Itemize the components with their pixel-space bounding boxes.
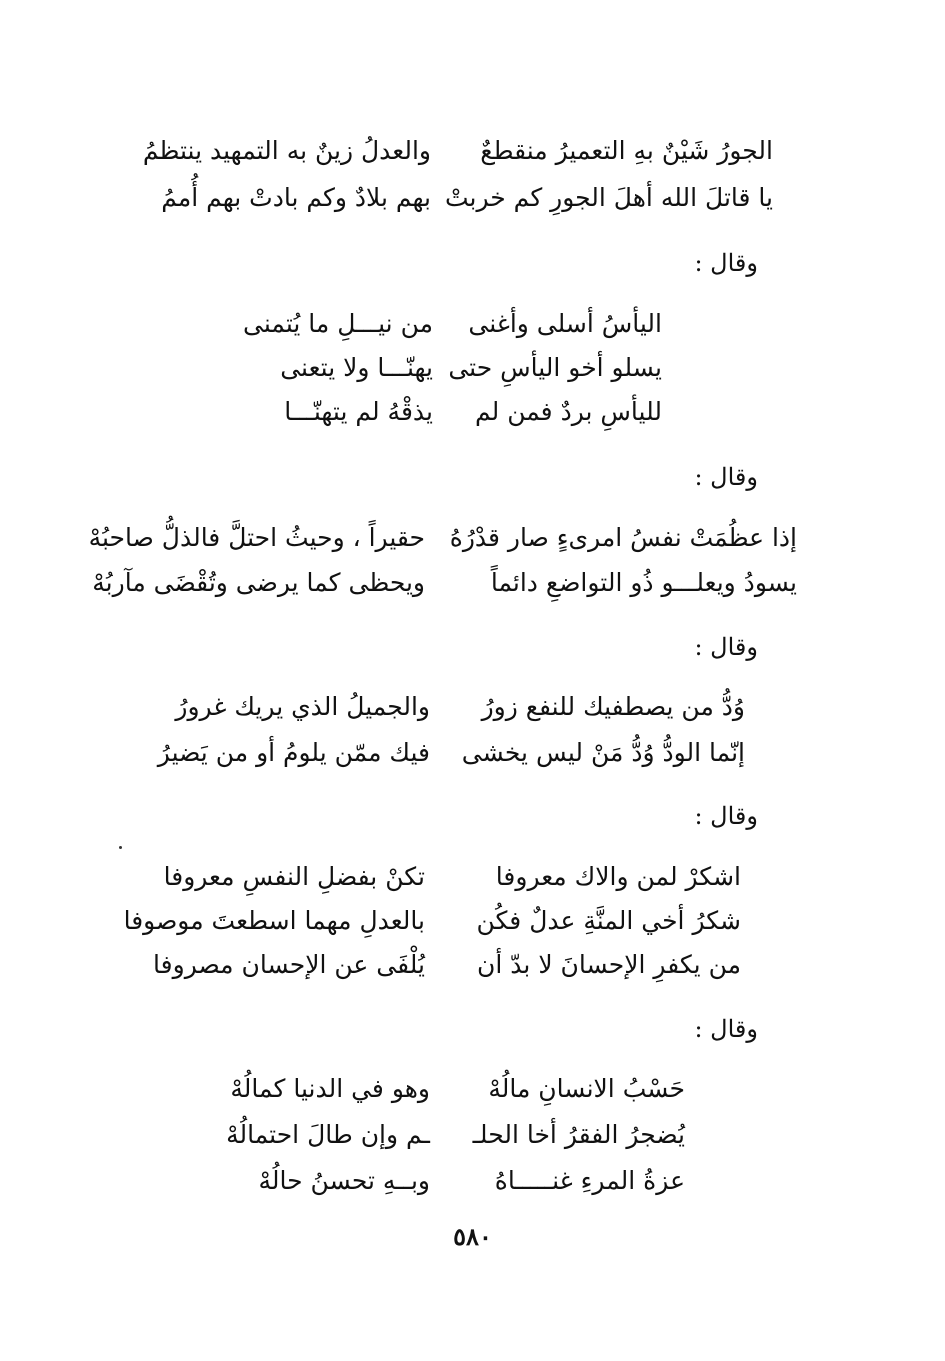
page-number: ٥٨٠ — [453, 1222, 492, 1251]
verse-hemistich-right: يا قاتلَ الله أهلَ الجورِ كم خربتْ — [444, 183, 773, 212]
verse-hemistich-right: يسودُ ويعلـــو ذُو التواضعِ دائماً — [490, 568, 797, 597]
verse-hemistich-right: حَسْبُ الانسانِ مالُهْ — [488, 1074, 685, 1103]
verse-hemistich-right: عزةُ المرءِ غنـــــاهُ — [494, 1166, 685, 1195]
section-label: وقال : — [694, 463, 758, 491]
section-label: وقال : — [694, 802, 758, 830]
verse-hemistich-right: اليأسُ أسلى وأغنى — [468, 309, 662, 338]
verse-hemistich-left: بالعدلِ مهما اسطعتَ موصوفا — [123, 906, 425, 935]
verse-hemistich-right: اشكرْ لمن والاك معروفا — [495, 862, 741, 891]
verse-hemistich-left: يهنّـــا ولا يتعنى — [280, 353, 433, 382]
verse-hemistich-right: وُدُّ من يصطفيك للنفع زورُ — [481, 692, 745, 721]
verse-hemistich-left: يذقْهُ لم يتهنّـــا — [284, 397, 433, 426]
verse-hemistich-right: يُضجرُ الفقرُ أخا الحلـ — [472, 1120, 685, 1149]
verse-hemistich-left: والجميلُ الذي يريك غرورُ — [175, 692, 430, 721]
verse-hemistich-left: حقيراً ، وحيثُ احتلَّ فالذلُّ صاحبُهْ — [88, 523, 425, 552]
verse-hemistich-left: وهو في الدنيا كمالُهْ — [230, 1074, 430, 1103]
verse-hemistich-left: وبــهِ تحسنُ حالُهْ — [258, 1166, 430, 1195]
verse-hemistich-left: يُلْفَى عن الإحسان مصروفا — [153, 950, 425, 979]
verse-hemistich-left: من نيـــلِ ما يُتمنى — [242, 309, 433, 338]
stray-mark — [119, 846, 122, 849]
verse-hemistich-left: تكنْ بفضلِ النفسِ معروفا — [163, 862, 425, 891]
verse-hemistich-right: يسلو أخو اليأسِ حتى — [448, 353, 662, 382]
section-label: وقال : — [694, 249, 758, 277]
verse-hemistich-left: ويحظى كما يرضى وتُقْضَى مآربُهْ — [92, 568, 425, 597]
verse-hemistich-right: إنّما الودُّ وُدُّ مَنْ ليس يخشى — [461, 738, 745, 767]
section-label: وقال : — [694, 633, 758, 661]
verse-hemistich-left: بهم بلادٌ وكم بادتْ بهم أُممُ — [161, 183, 431, 212]
verse-hemistich-left: فيك ممّن يلومُ أو من يَضيرُ — [157, 738, 430, 767]
verse-hemistich-right: شكرُ أخي المنَّةِ عدلٌ فكُن — [476, 906, 741, 935]
verse-hemistich-right: من يكفرِ الإحسانَ لا بدّ أن — [477, 950, 741, 979]
section-label: وقال : — [694, 1015, 758, 1043]
verse-hemistich-right: الجورُ شَيْنٌ بهِ التعميرُ منقطعٌ — [480, 136, 773, 165]
verse-hemistich-left: ـم وإن طالَ احتمالُهْ — [226, 1120, 430, 1149]
verse-hemistich-right: إذا عظُمَتْ نفسُ امرىءٍ صار قدْرُهُ — [449, 523, 797, 552]
verse-hemistich-left: والعدلُ زينٌ به التمهيد ينتظمُ — [142, 136, 431, 165]
verse-hemistich-right: لليأسِ بردٌ فمن لم — [475, 397, 662, 426]
